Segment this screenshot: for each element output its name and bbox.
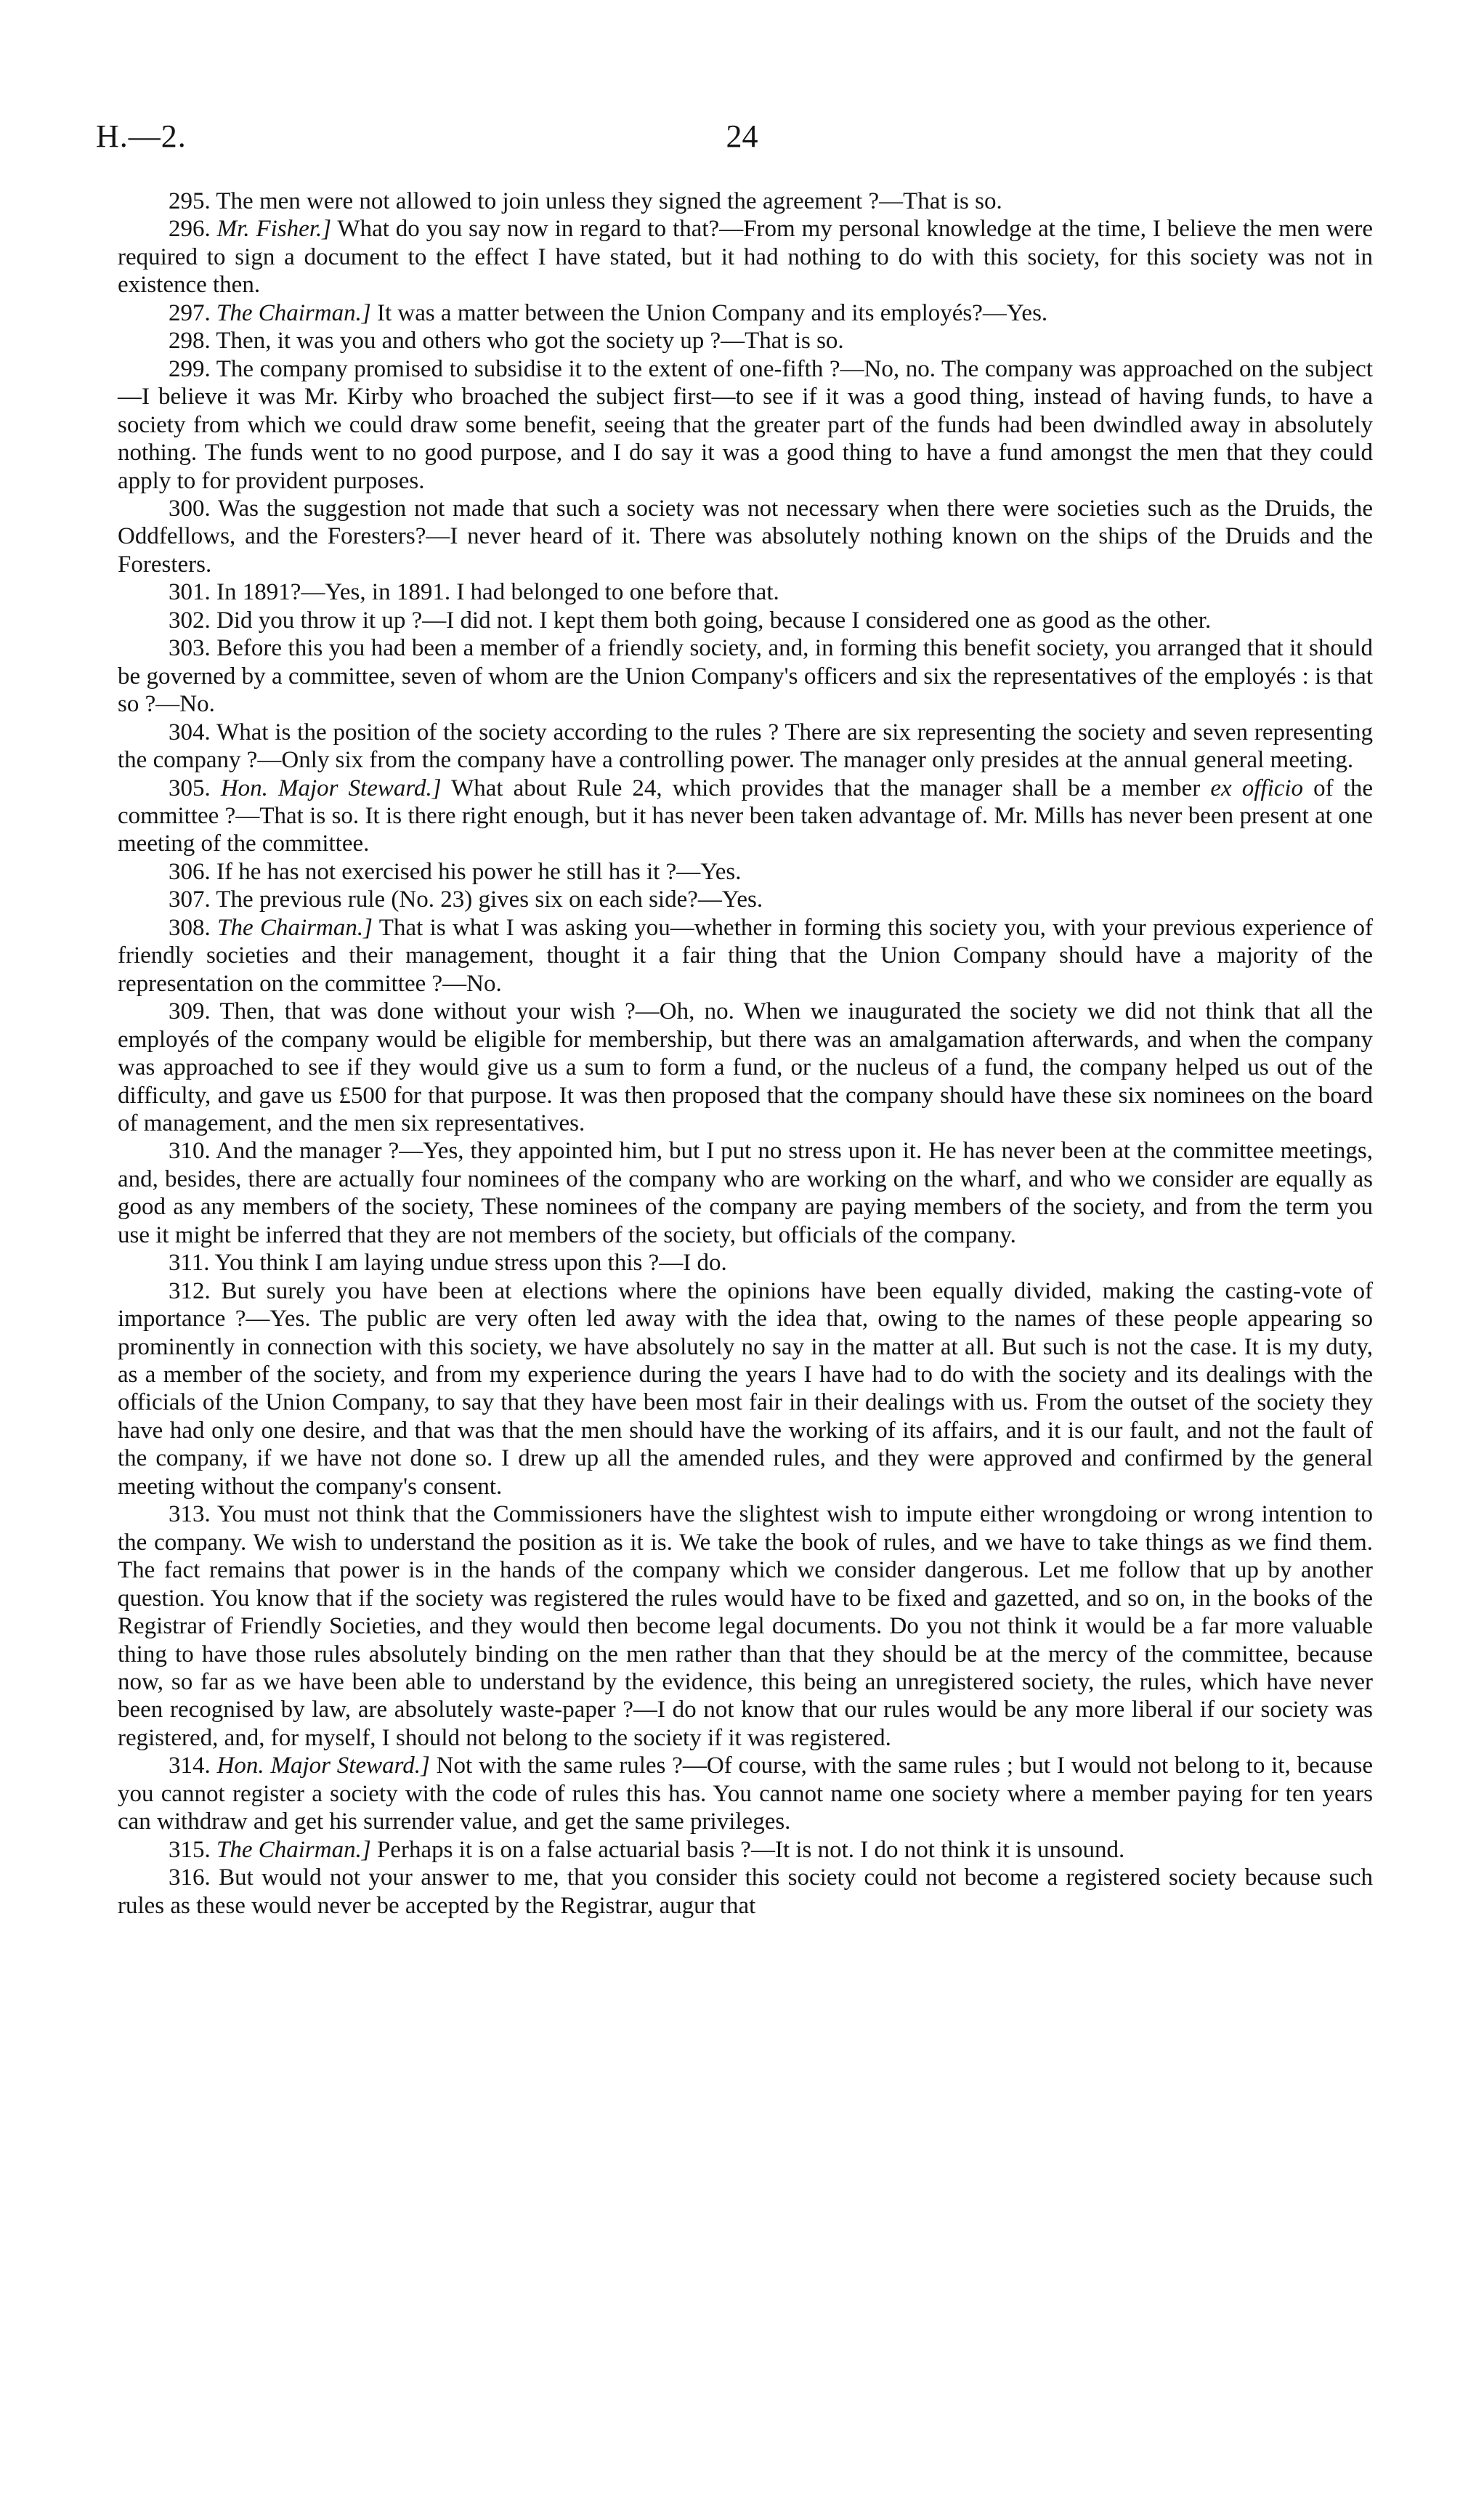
paragraph-298: 298. Then, it was you and others who got the society up ?—That is so.: [169, 328, 844, 355]
speaker-label: The Chairman.]: [217, 914, 373, 941]
paragraph-313: 313. You must not think that the Commissioners have the slightest wish to impute either wrongdoing or wrong intention to the company. We wish to understand the position as it is. We take the book of rules, and we have to take things as we find them. The fact remains that power is in the hands of the company which we consider dangerous. Let me follow that up by another question. You know that if the society was registered the rules would have to be fixed and gazetted, and so on, in the books of the Registrar of Friendly Societies, and they would then become legal documents. Do you not think it would be a far more valuable thing to have those rules absolutely binding on the men rather than that they should be at the mercy of the committee, because now, so far as we have been able to understand by the evidence, this being an unregistered society, the rules, which have never been recognised by law, are absolutely waste-paper ?—I do not know that our rules would be any more liberal if our society was registered, and, for myself, I should not belong to the society if it was registered.: [118, 1501, 1373, 1751]
evidence-text: [118, 187, 1373, 1920]
paragraph-312: 312. But surely you have been at elections where the opinions have been equally divided, making the casting-vote of importance ?—Yes. The public are very often led away with the idea that, owing to the names of these people appearing so prominently in connection with this society, we have absolutely no say in the matter at all. But such is not the case. It is my duty, as a member of the society, and from my experience during the years I have had to do with the society and its dealings with the officials of the Union Company, to say that they have been most fair in their dealings with us. From the outset of the society they have had only one desire, and that was that the men should have the working of its affairs, and it is our fault, and not the fault of the company, if we have not done so. I drew up all the amended rules, and they were approved and confirmed by the general meeting without the company's consent.: [118, 1277, 1373, 1500]
paragraph-304: 304. What is the position of the society according to the rules ? There are six representing the society and seven representing the company ?—Only six from the company have a controlling power. The manager only presides at the annual general meeting.: [118, 719, 1373, 774]
paragraph-314: 314. Hon. Major Steward.] Not with the same rules ?—Of course, with the same rules ; but I would not belong to it, because you cannot register a society with the code of rules this has. You cannot name one society where a member paying for ten years can withdraw and get his surrender value, and get the same privileges.: [118, 1753, 1373, 1835]
paragraph-301: 301. In 1891?—Yes, in 1891. I had belonged to one before that.: [169, 579, 779, 606]
page-header: [96, 118, 1388, 161]
speaker-label: Mr. Fisher.]: [216, 216, 332, 243]
page-number: 24: [726, 118, 758, 154]
paragraph-308: 308. The Chairman.] That is what I was asking you—whether in forming this society you, with your previous experience of friendly societies and their management, thought it a fair thing that the Union Company should have a majority of the representation on the committee ?—No.: [118, 914, 1373, 997]
paragraph-295: 295. The men were not allowed to join unless they signed the agreement ?—That is so.: [169, 188, 1002, 214]
paragraph-316: 316. But would not your answer to me, that you consider this society could not become a registered society because such rules as these would never be accepted by the Registrar, augur that: [118, 1864, 1373, 1919]
speaker-label: Hon. Major Steward.]: [216, 1753, 430, 1779]
paragraph-299: 299. The company promised to subsidise it to the extent of one-fifth ?—No, no. The company was approached on the subject—I believe it was Mr. Kirby who broached the subject first—to see if it was a good thing, instead of having funds, to have a society from which we could draw some benefit, seeing that the greater part of the funds had been dwindled away in absolutely nothing. The funds went to no good purpose, and I do say it was a good thing to have a fund amongst the men that they could apply to for provident purposes.: [118, 355, 1373, 494]
paragraph-300: 300. Was the suggestion not made that such a society was not necessary when there were societies such as the Druids, the Oddfellows, and the Foresters?—I never heard of it. There was absolutely nothing known on the ships of the Druids and the Foresters.: [118, 495, 1373, 578]
paragraph-315: 315. The Chairman.] Perhaps it is on a false actuarial basis ?—It is not. I do not think it is unsound.: [169, 1836, 1125, 1863]
speaker-label: The Chairman.]: [216, 299, 371, 326]
paragraph-297: 297. The Chairman.] It was a matter between the Union Company and its employés?—Yes.: [169, 299, 1048, 326]
paragraph-311: 311. You think I am laying undue stress upon this ?—I do.: [169, 1250, 727, 1277]
paragraph-310: 310. And the manager ?—Yes, they appointed him, but I put no stress upon it. He has never been at the committee meetings, and, besides, there are actually four nominees of the company who are working on the wharf, and who we consider are equally as good as any members of the society, These nominees of the company are paying members of the society, and from the term you use it might be inferred that they are not members of the society, but officials of the company.: [118, 1138, 1373, 1248]
latin-phrase: ex officio: [1210, 775, 1304, 801]
paragraph-307: 307. The previous rule (No. 23) gives six on each side?—Yes.: [169, 886, 763, 913]
paragraph-306: 306. If he has not exercised his power he still has it ?—Yes.: [169, 858, 742, 885]
paragraph-302: 302. Did you throw it up ?—I did not. I kept them both going, because I considered one as good as the other.: [169, 607, 1212, 634]
paragraph-296: 296. Mr. Fisher.] What do you say now in regard to that?—From my personal knowledge at the time, I believe the men were required to sign a document to the effect I have stated, but it had nothing to do with this society, for this society was not in existence then.: [118, 216, 1374, 299]
speaker-label: Hon. Major Steward.]: [220, 775, 442, 801]
paragraph-303: 303. Before this you had been a member of a friendly society, and, in forming this benefit society, you arranged that it should be governed by a committee, seven of whom are the Union Company's officers and six the representatives of the employés : is that so ?—No.: [118, 635, 1373, 718]
speaker-label: The Chairman.]: [216, 1836, 371, 1863]
paragraph-305: 305. Hon. Major Steward.] What about Rule 24, which provides that the manager shall be a member ex officio of the committee ?—That is so. It is there right enough, but it has never been taken advantage of. Mr. Mills has never been present at one meeting of the committee.: [118, 775, 1374, 857]
paragraph-309: 309. Then, that was done without your wish ?—Oh, no. When we inaugurated the society we did not think that all the employés of the company would be eligible for membership, but there was an amalgamation afterwards, and when the company was approached to see if they would give us a sum to form a fund, or the nucleus of a fund, the company helped us out of the difficulty, and gave us £500 for that purpose. It was then proposed that the company should have these six nominees on the board of management, and the men six representatives.: [118, 998, 1373, 1136]
document-reference: H.—2.: [96, 118, 187, 154]
